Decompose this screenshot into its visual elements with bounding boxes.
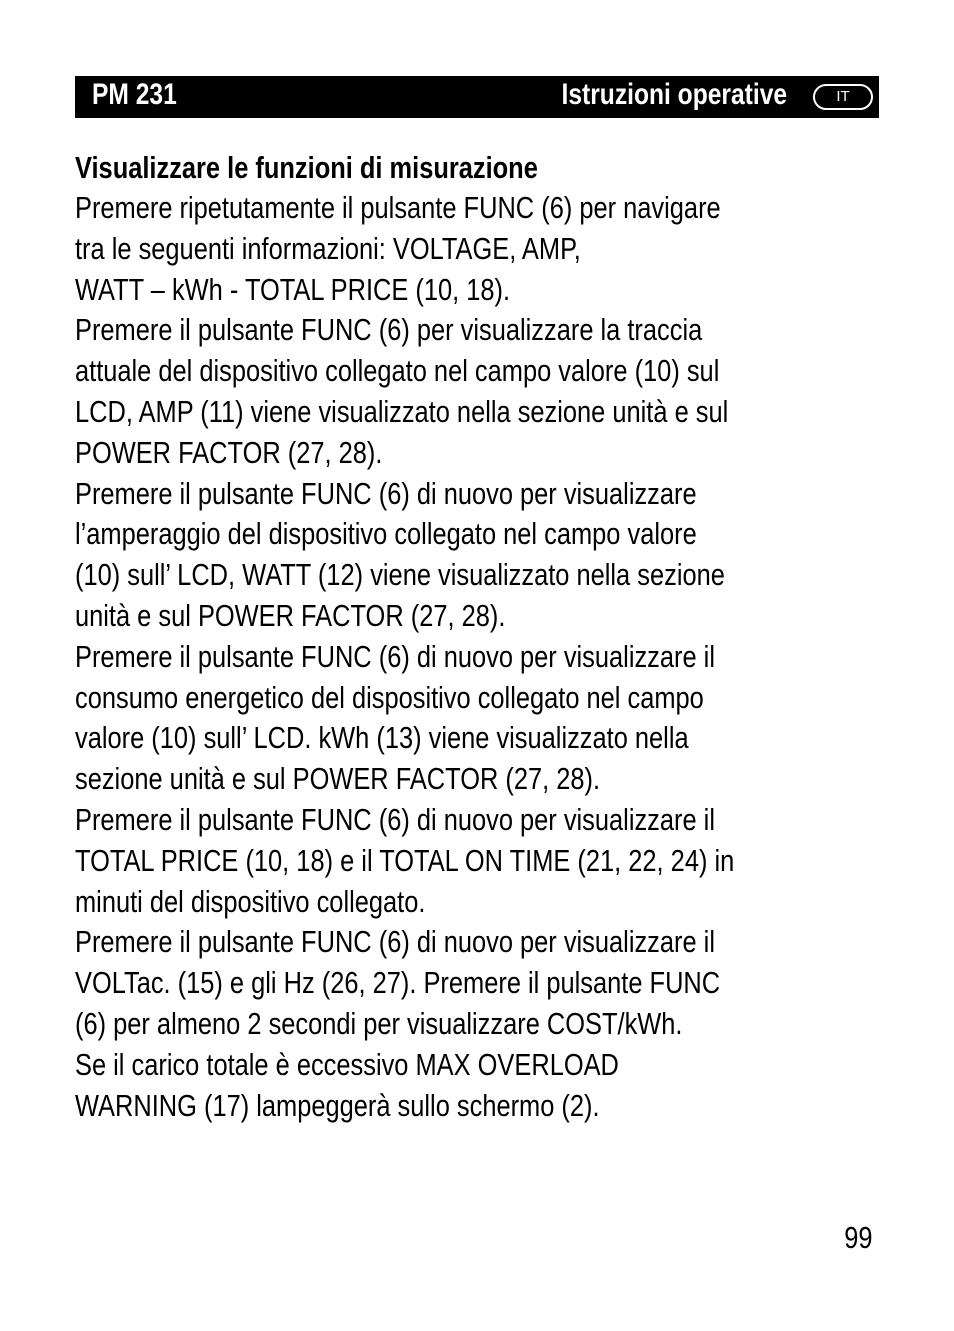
text-line: (10) sull’ LCD, WATT (12) viene visualizzato nella sezione bbox=[75, 557, 725, 593]
text-line: minuti del dispositivo collegato. bbox=[75, 883, 426, 919]
text-line: unità e sul POWER FACTOR (27, 28). bbox=[75, 597, 506, 633]
text-line: valore (10) sull’ LCD. kWh (13) viene visualizzato nella bbox=[75, 720, 689, 756]
text-line: TOTAL PRICE (10, 18) e il TOTAL ON TIME (21, 22, 24) in bbox=[75, 842, 735, 878]
text-line: POWER FACTOR (27, 28). bbox=[75, 434, 383, 470]
text-line: Se il carico totale è eccessivo MAX OVERLOAD bbox=[75, 1046, 619, 1082]
page-content bbox=[75, 147, 887, 1126]
text-line: l’amperaggio del dispositivo collegato nel campo valore bbox=[75, 516, 697, 552]
text-line: VOLTac. (15) e gli Hz (26, 27). Premere il pulsante FUNC bbox=[75, 965, 721, 1001]
text-line: Premere il pulsante FUNC (6) di nuovo per visualizzare bbox=[75, 475, 697, 511]
text-line: Premere ripetutamente il pulsante FUNC (6) per navigare bbox=[75, 190, 721, 225]
text-line: Premere il pulsante FUNC (6) di nuovo per visualizzare il bbox=[75, 801, 715, 837]
text-line: attuale del dispositivo collegato nel campo valore (10) sul bbox=[75, 353, 720, 389]
text-line: (6) per almeno 2 secondi per visualizzare COST/kWh. bbox=[75, 1005, 683, 1041]
section-title: Visualizzare le funzioni di misurazione bbox=[75, 150, 538, 185]
text-line: WARNING (17) lampeggerà sullo schermo (2). bbox=[75, 1087, 600, 1123]
text-line: Premere il pulsante FUNC (6) di nuovo per visualizzare il bbox=[75, 638, 715, 674]
text-line: LCD, AMP (11) viene visualizzato nella sezione unità e sul bbox=[75, 393, 729, 429]
header-title: Istruzioni operative bbox=[561, 78, 787, 111]
text-line: consumo energetico del dispositivo collegato nel campo bbox=[75, 679, 704, 715]
model-name: PM 231 bbox=[92, 78, 177, 111]
page-number: 99 bbox=[843, 1220, 872, 1255]
text-line: Premere il pulsante FUNC (6) per visualizzare la traccia bbox=[75, 312, 703, 348]
text-line: tra le seguenti informazioni: VOLTAGE, AMP, bbox=[75, 230, 581, 266]
text-line: Premere il pulsante FUNC (6) di nuovo per visualizzare il bbox=[75, 924, 715, 960]
header-bar bbox=[75, 76, 879, 118]
text-line: WATT – kWh - TOTAL PRICE (10, 18). bbox=[75, 271, 511, 307]
language-badge: IT bbox=[813, 84, 873, 110]
text-line: sezione unità e sul POWER FACTOR (27, 28). bbox=[75, 761, 601, 797]
